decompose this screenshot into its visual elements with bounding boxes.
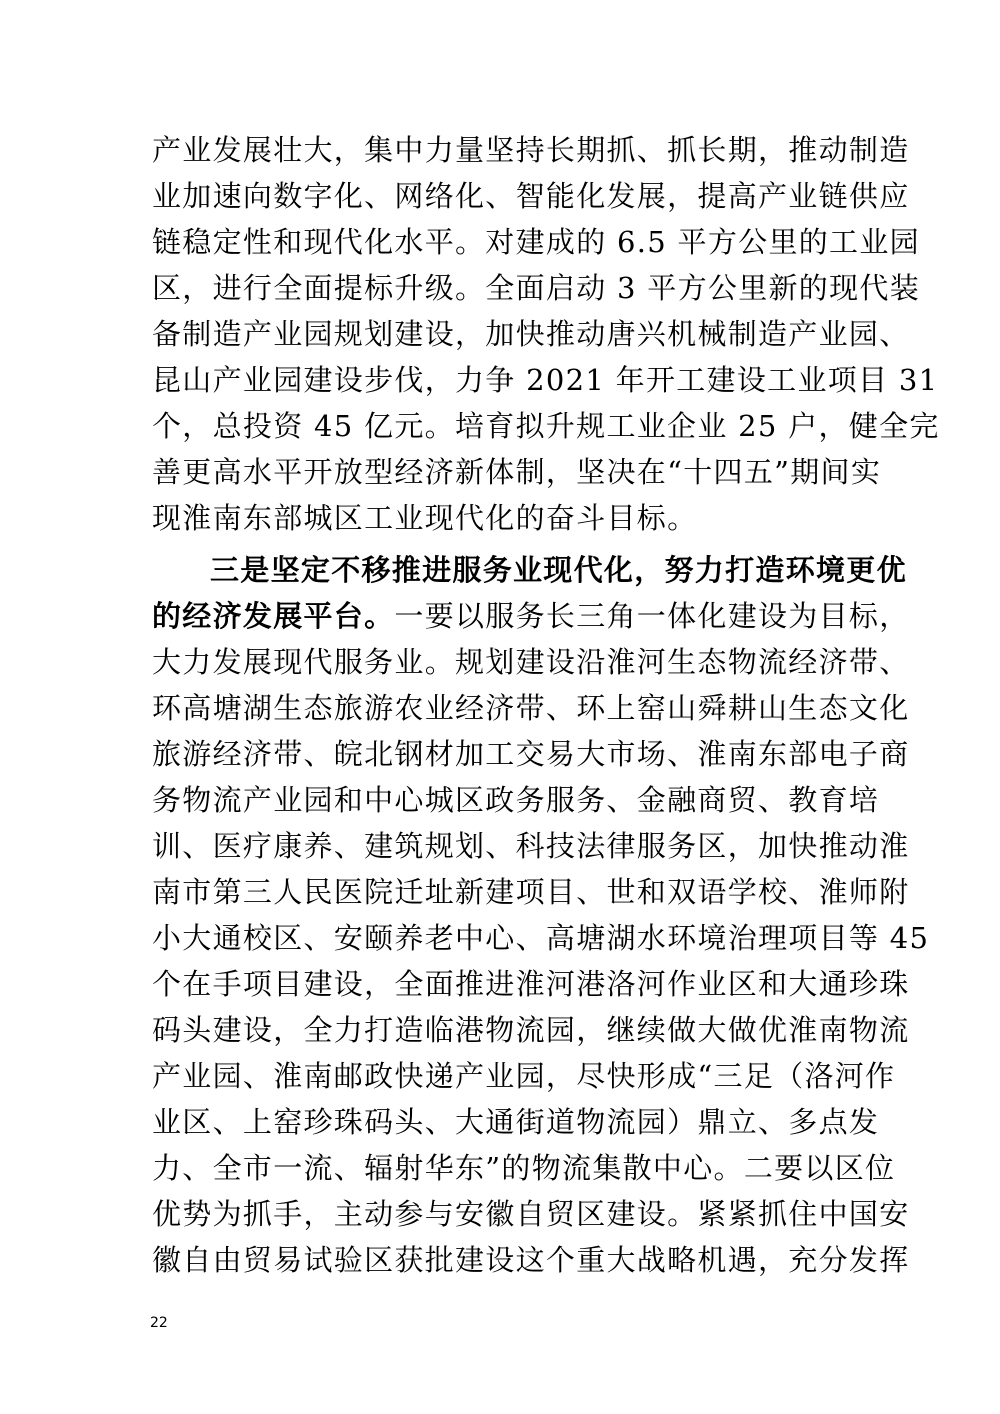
text-line-1: 产业发展壮大，集中力量坚持长期抓、抓长期，推动制造	[152, 133, 910, 167]
page-number: 22	[150, 1315, 168, 1331]
text-line-18: 小大通校区、安颐养老中心、高塘湖水环境治理项目等 45	[152, 921, 930, 955]
text-line-15: 务物流产业园和中心城区政务服务、金融商贸、教育培	[152, 783, 880, 817]
text-line-13: 环高塘湖生态旅游农业经济带、环上窑山舜耕山生态文化	[152, 691, 910, 725]
text-line-6: 昆山产业园建设步伐，力争 2021 年开工建设工业项目 31	[152, 363, 939, 397]
text-line-14: 旅游经济带、皖北钢材加工交易大市场、淮南东部电子商	[152, 737, 910, 771]
text-line-12: 大力发展现代服务业。规划建设沿淮河生态物流经济带、	[152, 645, 910, 679]
text-line-25: 徽自由贸易试验区获批建设这个重大战略机遇，充分发挥	[152, 1243, 910, 1277]
text-line-16: 训、医疗康养、建筑规划、科技法律服务区，加快推动淮	[152, 829, 910, 863]
text-line-17: 南市第三人民医院迁址新建项目、世和双语学校、淮师附	[152, 875, 910, 909]
text-line-22: 业区、上窑珍珠码头、大通街道物流园）鼎立、多点发	[152, 1105, 880, 1139]
text-line-7: 个，总投资 45 亿元。培育拟升规工业企业 25 户，健全完	[152, 409, 940, 443]
text-line-4: 区，进行全面提标升级。全面启动 3 平方公里新的现代装	[152, 271, 920, 305]
text-line-23: 力、全市一流、辐射华东”的物流集散中心。二要以区位	[152, 1151, 896, 1185]
section-heading-line-2	[152, 596, 910, 636]
section-text-start: 一要以服务长三角一体化建设为目标，	[394, 599, 910, 633]
text-line-21: 产业园、淮南邮政快递产业园，尽快形成“三足（洛河作	[152, 1059, 896, 1093]
text-line-2: 业加速向数字化、网络化、智能化发展，提高产业链供应	[152, 179, 910, 213]
text-line-8: 善更高水平开放型经济新体制，坚决在“十四五”期间实	[152, 455, 882, 489]
text-line-24: 优势为抓手，主动参与安徽自贸区建设。紧紧抓住中国安	[152, 1197, 910, 1231]
text-line-19: 个在手项目建设，全面推进淮河港洛河作业区和大通珍珠	[152, 967, 910, 1001]
text-line-20: 码头建设，全力打造临港物流园，继续做大做优淮南物流	[152, 1013, 910, 1047]
text-line-3: 链稳定性和现代化水平。对建成的 6.5 平方公里的工业园	[152, 225, 920, 259]
text-line-5: 备制造产业园规划建设，加快推动唐兴机械制造产业园、	[152, 317, 910, 351]
section-heading-end: 的经济发展平台。	[152, 599, 395, 633]
text-line-9: 现淮南东部城区工业现代化的奋斗目标。	[152, 501, 698, 535]
section-heading-line-1: 三是坚定不移推进服务业现代化，努力打造环境更优	[210, 553, 907, 587]
